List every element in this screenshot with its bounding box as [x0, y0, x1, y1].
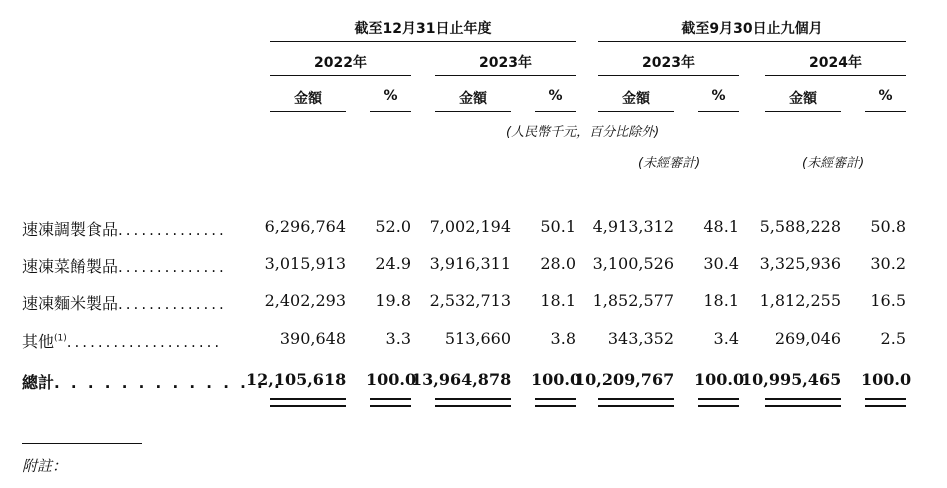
percent-cell: 28.0 — [540, 254, 576, 273]
subheader-pct: % — [711, 88, 726, 104]
percent-cell: 100.0 — [694, 370, 745, 389]
unit-note: (人民幣千元，百分比除外) — [506, 125, 660, 140]
subheader-rule — [598, 111, 674, 112]
percent-cell: 100.0 — [861, 370, 912, 389]
amount-cell: 269,046 — [774, 329, 841, 348]
percent-cell: 100.0 — [366, 370, 417, 389]
subheader-amount: 金額 — [459, 91, 487, 107]
row-label — [22, 370, 283, 393]
footnote-separator — [22, 443, 142, 444]
percent-cell: 18.1 — [703, 291, 739, 310]
percent-cell: 30.4 — [703, 254, 739, 273]
row-label — [22, 254, 227, 277]
row-label — [22, 217, 227, 240]
amount-cell: 6,296,764 — [264, 217, 346, 236]
year-rule-2023-fy — [435, 75, 576, 76]
percent-cell: 3.3 — [385, 329, 411, 348]
total-double-rule — [435, 398, 511, 407]
subheader-amount: 金額 — [294, 91, 322, 107]
amount-cell: 10,209,767 — [574, 370, 675, 389]
percent-cell: 48.1 — [703, 217, 739, 236]
subheader-rule — [270, 111, 346, 112]
amount-cell: 7,002,194 — [429, 217, 511, 236]
amount-cell: 3,325,936 — [759, 254, 841, 273]
total-double-rule — [270, 398, 346, 407]
row-label-text: 速凍菜餚製品 — [22, 257, 119, 276]
percent-cell: 2.5 — [880, 329, 906, 348]
year-header-2022: 2022年 — [314, 55, 367, 71]
subheader-pct: % — [383, 88, 398, 104]
dot-leader: .............. — [118, 295, 227, 313]
year-header-2023-9m: 2023年 — [642, 55, 695, 71]
percent-cell: 50.1 — [540, 217, 576, 236]
amount-cell: 390,648 — [279, 329, 346, 348]
percent-cell: 3.8 — [550, 329, 576, 348]
total-double-rule — [535, 398, 576, 407]
subheader-pct: % — [878, 88, 893, 104]
amount-cell: 3,916,311 — [429, 254, 511, 273]
dot-leader: .............. — [118, 221, 227, 239]
period-rule-fy — [270, 41, 576, 42]
dot-leader: .............. — [118, 258, 227, 276]
year-header-2023-fy: 2023年 — [479, 55, 532, 71]
row-label-text: 總計 — [22, 373, 55, 392]
percent-cell: 18.1 — [540, 291, 576, 310]
percent-cell: 52.0 — [375, 217, 411, 236]
amount-cell: 343,352 — [607, 329, 674, 348]
percent-cell: 24.9 — [375, 254, 411, 273]
subheader-pct: % — [548, 88, 563, 104]
amount-cell: 2,402,293 — [264, 291, 346, 310]
period-header-fy: 截至12月31日止年度 — [354, 21, 492, 37]
year-rule-2022 — [270, 75, 411, 76]
total-double-rule — [370, 398, 411, 407]
unaudited-note-2023: (未經審計) — [638, 156, 701, 171]
amount-cell: 1,852,577 — [592, 291, 674, 310]
amount-cell: 2,532,713 — [429, 291, 511, 310]
amount-cell: 5,588,228 — [759, 217, 841, 236]
row-label — [22, 291, 227, 314]
percent-cell: 19.8 — [375, 291, 411, 310]
total-double-rule — [598, 398, 674, 407]
subheader-rule — [698, 111, 739, 112]
row-label — [22, 329, 222, 352]
dot-leader: . . . . . . . . . . . . . . — [54, 374, 283, 392]
subheader-amount: 金額 — [622, 91, 650, 107]
period-header-9m: 截至9月30日止九個月 — [681, 21, 823, 37]
subheader-rule — [435, 111, 511, 112]
subheader-rule — [370, 111, 411, 112]
subheader-rule — [865, 111, 906, 112]
amount-cell: 513,660 — [444, 329, 511, 348]
footnote-label: 附註： — [22, 457, 68, 475]
percent-cell: 3.4 — [713, 329, 739, 348]
row-label-text: 其他 — [22, 332, 55, 351]
subheader-rule — [765, 111, 841, 112]
row-label-text: 速凍調製食品 — [22, 220, 119, 239]
amount-cell: 1,812,255 — [759, 291, 841, 310]
percent-cell: 16.5 — [870, 291, 906, 310]
unaudited-note-2024: (未經審計) — [802, 156, 865, 171]
percent-cell: 100.0 — [531, 370, 582, 389]
total-double-rule — [765, 398, 841, 407]
subheader-amount: 金額 — [789, 91, 817, 107]
amount-cell: 3,015,913 — [264, 254, 346, 273]
footnote-marker: (1) — [54, 333, 67, 344]
amount-cell: 10,995,465 — [741, 370, 842, 389]
year-rule-2023-9m — [598, 75, 739, 76]
amount-cell: 3,100,526 — [592, 254, 674, 273]
percent-cell: 50.8 — [870, 217, 906, 236]
row-label-text: 速凍麵米製品 — [22, 294, 119, 313]
year-rule-2024 — [765, 75, 906, 76]
amount-cell: 4,913,312 — [592, 217, 674, 236]
subheader-rule — [535, 111, 576, 112]
percent-cell: 30.2 — [870, 254, 906, 273]
total-double-rule — [865, 398, 906, 407]
period-rule-9m — [598, 41, 906, 42]
dot-leader: .................... — [66, 333, 223, 351]
amount-cell: 13,964,878 — [411, 370, 512, 389]
amount-cell: 12,105,618 — [246, 370, 347, 389]
year-header-2024: 2024年 — [809, 55, 862, 71]
total-double-rule — [698, 398, 739, 407]
